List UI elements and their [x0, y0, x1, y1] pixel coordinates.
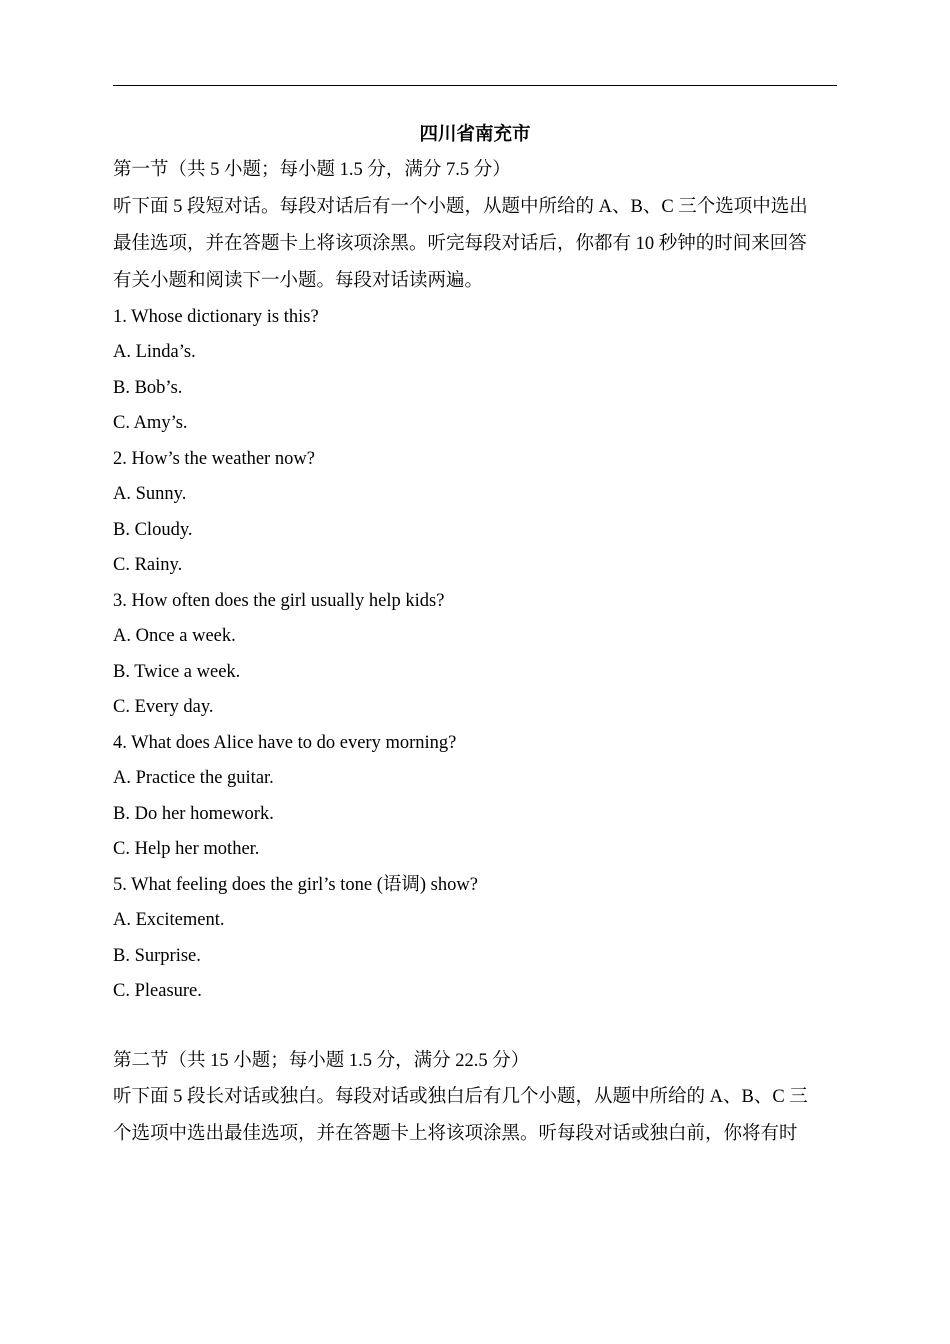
question-text: 3. How often does the girl usually help kids?: [113, 590, 445, 611]
section-1-instruction-line: 有关小题和阅读下一小题。每段对话读两遍。: [113, 270, 484, 291]
option-c: C. Amy’s.: [113, 413, 188, 433]
option-b: B. Do her homework.: [113, 803, 274, 824]
question-text: 1. Whose dictionary is this?: [113, 306, 319, 327]
option-a: A. Linda’s.: [113, 342, 196, 362]
option-b: B. Surprise.: [113, 945, 201, 966]
section-2-heading: 第二节（共 15 小题；每小题 1.5 分，满分 22.5 分）: [113, 1050, 530, 1071]
section-spacer: [113, 1010, 837, 1044]
question-text: 5. What feeling does the girl’s tone (语调) show?: [113, 874, 478, 895]
option-a: A. Sunny.: [113, 484, 187, 504]
section-1-heading: 第一节（共 5 小题；每小题 1.5 分，满分 7.5 分）: [113, 160, 511, 180]
option-a: A. Practice the guitar.: [113, 768, 274, 788]
section-2: [113, 1044, 837, 1154]
question-5: [113, 868, 837, 1010]
option-c: C. Help her mother.: [113, 839, 260, 859]
section-2-instruction-line: 听下面 5 段长对话或独白。每段对话或独白后有几个小题，从题中所给的 A、B、C 三: [113, 1087, 808, 1107]
document-body: [113, 118, 837, 1153]
section-1-instruction-line: 听下面 5 段短对话。每段对话后有一个小题，从题中所给的 A、B、C 三个选项中选出: [113, 196, 808, 217]
section-1: [113, 153, 837, 1010]
section-2-instruction-line: 个选项中选出最佳选项，并在答题卡上将该项涂黑。听每段对话或独白前，你将有时: [113, 1124, 798, 1144]
option-c: C. Rainy.: [113, 555, 183, 575]
option-a: A. Once a week.: [113, 626, 236, 646]
question-2: [113, 442, 837, 584]
document-title: 四川省南充市: [419, 125, 531, 145]
option-b: B. Twice a week.: [113, 661, 241, 682]
question-text: 2. How’s the weather now?: [113, 448, 315, 469]
question-text: 4. What does Alice have to do every morning?: [113, 732, 457, 753]
header-rule: [113, 85, 837, 86]
option-c: C. Every day.: [113, 697, 214, 717]
option-b: B. Cloudy.: [113, 519, 193, 540]
section-1-instruction-line: 最佳选项，并在答题卡上将该项涂黑。听完每段对话后，你都有 10 秒钟的时间来回答: [113, 233, 807, 254]
question-1: [113, 300, 837, 442]
question-4: [113, 726, 837, 868]
option-b: B. Bob’s.: [113, 377, 183, 398]
option-a: A. Excitement.: [113, 910, 225, 930]
question-3: [113, 584, 837, 726]
option-c: C. Pleasure.: [113, 981, 202, 1001]
